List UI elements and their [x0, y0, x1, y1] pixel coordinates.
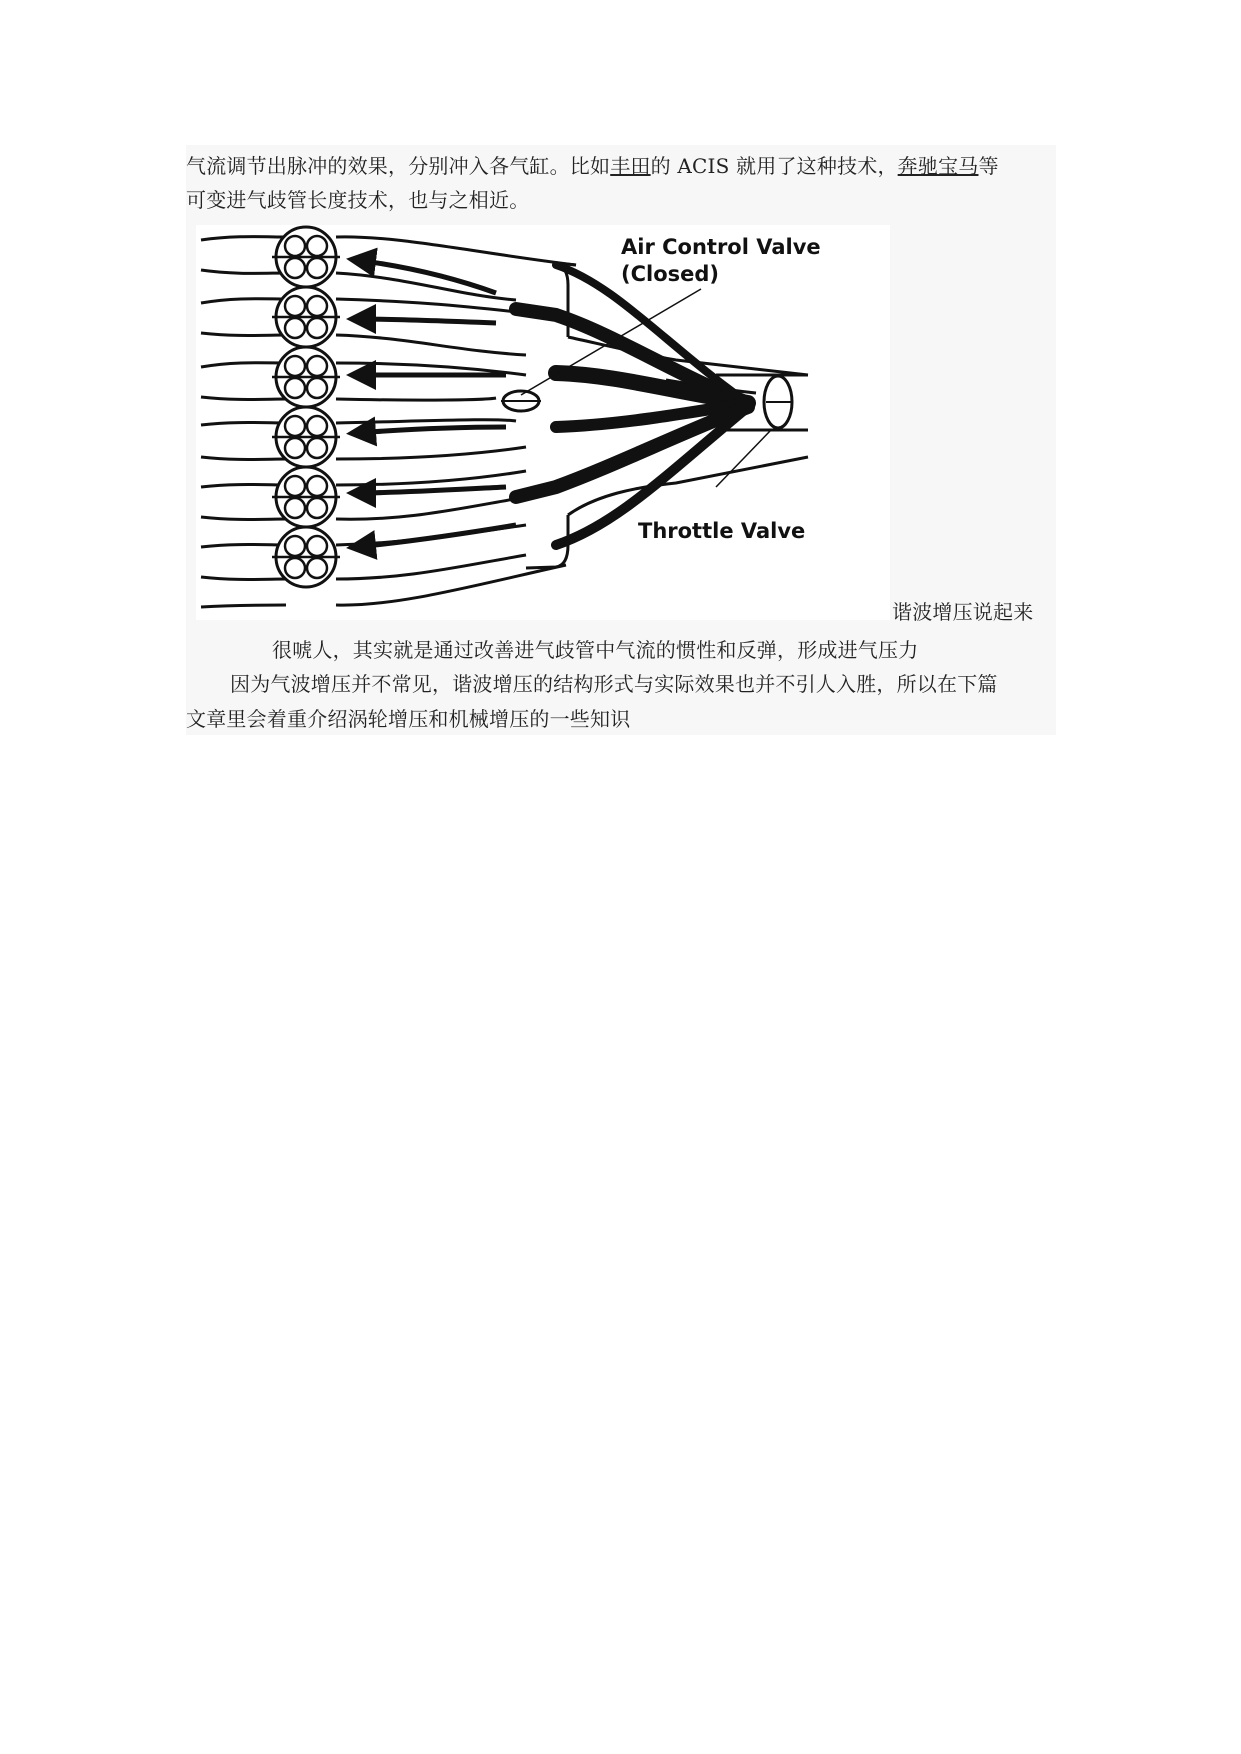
label-air-control-valve: Air Control Valve	[621, 235, 821, 259]
paragraph-1-text-a: 气流调节出脉冲的效果，分别冲入各气缸。比如	[186, 154, 611, 178]
paragraph-1-text-c: 等	[978, 154, 999, 178]
paragraph-3-line-1: 因为气波增压并不常见，谐波增压的结构形式与实际效果也并不引人入胜，所以在下篇	[230, 672, 998, 696]
paragraph-2: 很唬人，其实就是通过改善进气歧管中气流的惯性和反弹，形成进气压力	[272, 638, 919, 662]
caption-inline: 谐波增压说起来	[892, 600, 1034, 624]
link-benz-bmw[interactable]: 奔驰宝马	[897, 154, 979, 178]
intake-manifold-diagram	[196, 225, 890, 620]
air-flow-bands	[516, 265, 756, 545]
paragraph-1-text-b: 的 ACIS 就用了这种技术，	[650, 154, 898, 178]
label-throttle-valve: Throttle Valve	[638, 519, 806, 543]
paragraph-1-line-1	[186, 152, 999, 180]
cylinders	[272, 227, 340, 587]
label-air-control-valve-closed: (Closed)	[621, 262, 720, 286]
paragraph-1-line-2: 可变进气歧管长度技术，也与之相近。	[186, 188, 530, 212]
paragraph-3-line-2: 文章里会着重介绍涡轮增压和机械增压的一些知识	[186, 707, 631, 731]
link-toyota[interactable]: 丰田	[610, 154, 651, 178]
